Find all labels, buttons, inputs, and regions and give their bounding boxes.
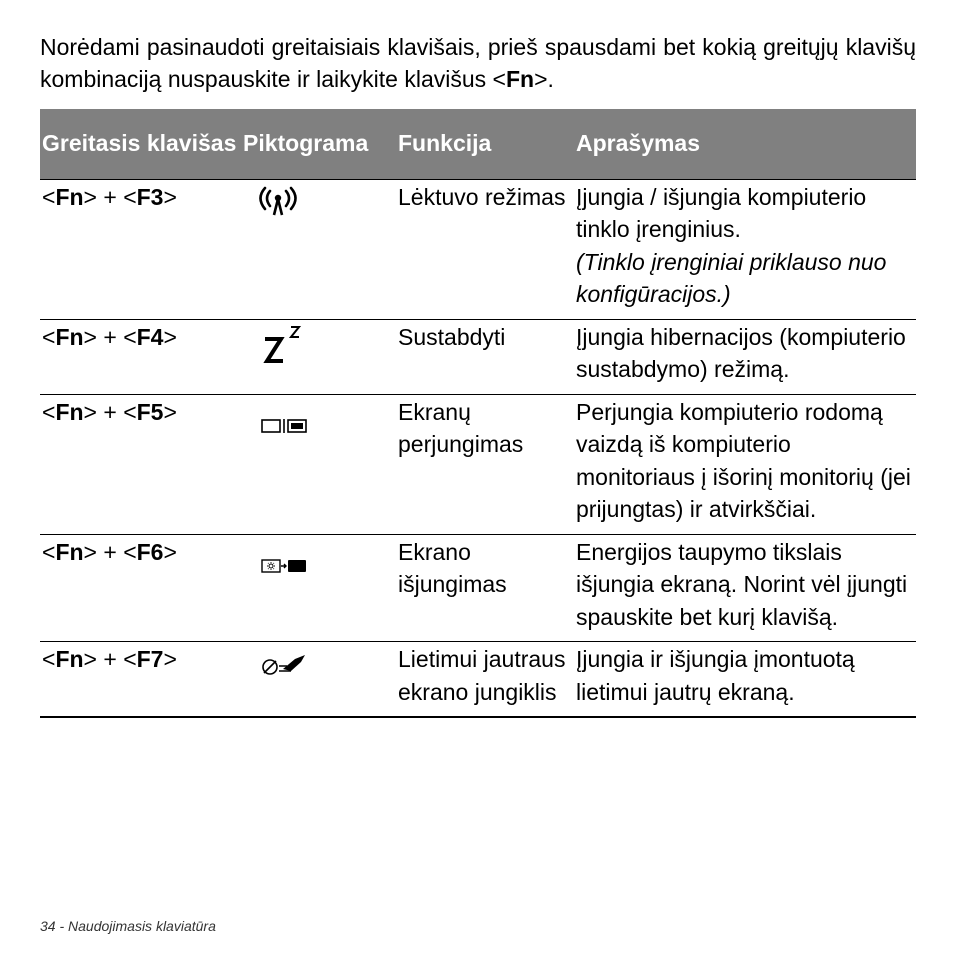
description-cell: Įjungia hibernacijos (kompiuterio sustabdymo) režimą. — [574, 319, 916, 394]
table-row — [40, 642, 916, 718]
table-row — [40, 179, 916, 319]
page-footer: 34 - Naudojimasis klaviatūra — [40, 918, 216, 934]
header-function: Funkcija — [398, 130, 492, 157]
table-row — [40, 319, 916, 394]
table-row — [40, 534, 916, 642]
icon-cell — [241, 179, 396, 319]
description-cell: Energijos taupymo tikslais išjungia ekraną. Norint vėl įjungti spauskite bet kurį klavišą. — [574, 534, 916, 642]
description-cell: Įjungia / išjungia kompiuterio tinklo įrenginius. (Tinklo įrenginiai priklauso nuo konfigūracijos.) — [574, 179, 916, 319]
intro-text-end: >. — [534, 66, 554, 92]
hotkey-cell: <Fn> + <F7> — [40, 642, 241, 718]
icon-cell — [241, 534, 396, 642]
wireless-icon — [255, 185, 303, 228]
function-cell: Lėktuvo režimas — [396, 179, 574, 319]
icon-cell — [241, 642, 396, 718]
hotkey-cell: <Fn> + <F4> — [40, 319, 241, 394]
description-note: (Tinklo įrenginiai priklauso nuo konfigūracijos.) — [576, 248, 887, 307]
function-cell: Lietimui jautraus ekrano jungiklis — [396, 642, 574, 718]
description-cell: Perjungia kompiuterio rodomą vaizdą iš kompiuterio monitoriaus į išorinį monitorių (jei prijungtas) ir atvirkščiai. — [574, 394, 916, 534]
intro-text: Norėdami pasinaudoti greitaisiais klavišais, prieš spausdami bet kokią greitųjų klavišų kombinaciją nuspauskite ir laikykite klavišus < — [40, 34, 916, 92]
function-cell: Sustabdyti — [396, 319, 574, 394]
hotkey-cell: <Fn> + <F5> — [40, 394, 241, 534]
function-cell: Ekranų perjungimas — [396, 394, 574, 534]
display-toggle-icon — [261, 410, 307, 443]
intro-paragraph — [40, 31, 916, 95]
touchscreen-toggle-icon — [261, 653, 309, 686]
hotkey-cell: <Fn> + <F6> — [40, 534, 241, 642]
table-header-row — [40, 109, 916, 179]
hotkey-table — [40, 109, 916, 718]
display-off-icon — [261, 550, 307, 583]
hotkey-cell: <Fn> + <F3> — [40, 179, 241, 319]
header-description: Aprašymas — [576, 130, 701, 157]
intro-fn-key: Fn — [505, 66, 535, 92]
icon-cell — [241, 319, 396, 394]
header-icon: Piktograma — [243, 130, 369, 157]
icon-cell — [241, 394, 396, 534]
sleep-icon — [263, 323, 305, 374]
function-cell: Ekrano išjungimas — [396, 534, 574, 642]
description-cell: Įjungia ir išjungia įmontuotą lietimui jautrų ekraną. — [574, 642, 916, 718]
table-row — [40, 394, 916, 534]
header-hotkey: Greitasis klavišas — [42, 130, 237, 157]
